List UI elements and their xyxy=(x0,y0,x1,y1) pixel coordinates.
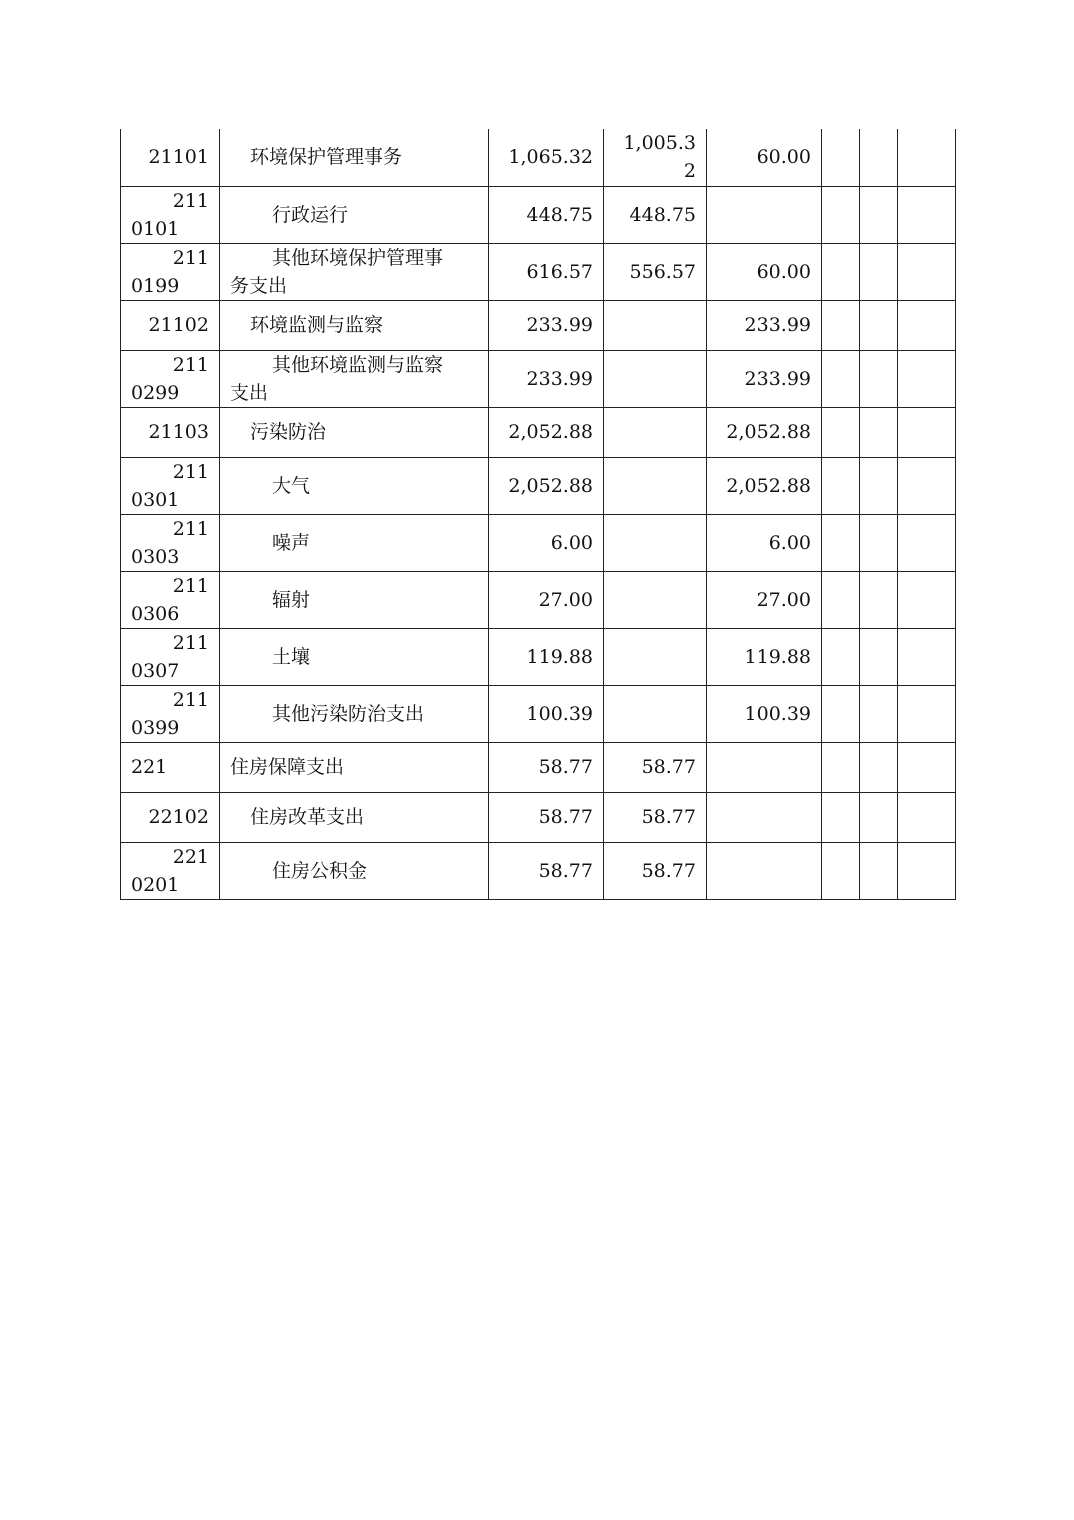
empty-cell xyxy=(898,129,956,186)
subject-name: 污染防治 xyxy=(220,407,489,457)
table-row xyxy=(121,186,956,243)
empty-cell xyxy=(898,742,956,792)
empty-cell xyxy=(898,685,956,742)
empty-cell xyxy=(898,243,956,300)
total-amount: 233.99 xyxy=(489,350,604,407)
subject-name: 其他环境监测与监察 支出 xyxy=(220,350,489,407)
empty-cell xyxy=(860,842,898,899)
table-row xyxy=(121,514,956,571)
empty-cell xyxy=(898,457,956,514)
empty-cell xyxy=(860,685,898,742)
empty-cell xyxy=(898,571,956,628)
empty-cell xyxy=(822,243,860,300)
table-row xyxy=(121,842,956,899)
basic-amount xyxy=(604,514,707,571)
project-amount xyxy=(707,186,822,243)
total-amount: 6.00 xyxy=(489,514,604,571)
total-amount: 58.77 xyxy=(489,742,604,792)
empty-cell xyxy=(860,300,898,350)
total-amount: 58.77 xyxy=(489,842,604,899)
table-row xyxy=(121,685,956,742)
basic-amount xyxy=(604,407,707,457)
basic-amount: 58.77 xyxy=(604,842,707,899)
table-row xyxy=(121,628,956,685)
project-amount: 60.00 xyxy=(707,129,822,186)
empty-cell xyxy=(822,742,860,792)
subject-code: 211 0101 xyxy=(121,186,220,243)
empty-cell xyxy=(860,514,898,571)
subject-name: 其他污染防治支出 xyxy=(220,685,489,742)
subject-code: 211 0306 xyxy=(121,571,220,628)
empty-cell xyxy=(822,186,860,243)
basic-amount: 58.77 xyxy=(604,792,707,842)
empty-cell xyxy=(822,685,860,742)
empty-cell xyxy=(860,628,898,685)
project-amount: 233.99 xyxy=(707,350,822,407)
empty-cell xyxy=(822,129,860,186)
table-row xyxy=(121,742,956,792)
basic-amount: 448.75 xyxy=(604,186,707,243)
total-amount: 58.77 xyxy=(489,792,604,842)
subject-name: 噪声 xyxy=(220,514,489,571)
empty-cell xyxy=(822,628,860,685)
table-row xyxy=(121,571,956,628)
empty-cell xyxy=(860,243,898,300)
basic-amount: 58.77 xyxy=(604,742,707,792)
empty-cell xyxy=(898,514,956,571)
project-amount: 233.99 xyxy=(707,300,822,350)
empty-cell xyxy=(898,628,956,685)
subject-name: 住房改革支出 xyxy=(220,792,489,842)
empty-cell xyxy=(898,407,956,457)
table-row xyxy=(121,457,956,514)
subject-name: 辐射 xyxy=(220,571,489,628)
total-amount: 1,065.32 xyxy=(489,129,604,186)
empty-cell xyxy=(860,186,898,243)
total-amount: 2,052.88 xyxy=(489,407,604,457)
basic-amount: 556.57 xyxy=(604,243,707,300)
empty-cell xyxy=(822,571,860,628)
empty-cell xyxy=(898,792,956,842)
subject-code: 211 0199 xyxy=(121,243,220,300)
subject-name: 环境监测与监察 xyxy=(220,300,489,350)
project-amount: 2,052.88 xyxy=(707,457,822,514)
basic-amount xyxy=(604,457,707,514)
empty-cell xyxy=(822,514,860,571)
subject-code: 211 0307 xyxy=(121,628,220,685)
empty-cell xyxy=(822,350,860,407)
project-amount xyxy=(707,842,822,899)
table-row xyxy=(121,350,956,407)
empty-cell xyxy=(822,842,860,899)
budget-table xyxy=(120,129,956,900)
empty-cell xyxy=(860,350,898,407)
subject-name: 其他环境保护管理事 务支出 xyxy=(220,243,489,300)
empty-cell xyxy=(822,300,860,350)
total-amount: 119.88 xyxy=(489,628,604,685)
basic-amount xyxy=(604,685,707,742)
basic-amount xyxy=(604,571,707,628)
table-row xyxy=(121,243,956,300)
empty-cell xyxy=(860,571,898,628)
subject-name: 住房公积金 xyxy=(220,842,489,899)
subject-code: 22102 xyxy=(121,792,220,842)
subject-name: 行政运行 xyxy=(220,186,489,243)
basic-amount xyxy=(604,300,707,350)
total-amount: 100.39 xyxy=(489,685,604,742)
subject-code: 21102 xyxy=(121,300,220,350)
subject-name: 大气 xyxy=(220,457,489,514)
subject-code: 21101 xyxy=(121,129,220,186)
subject-code: 211 0299 xyxy=(121,350,220,407)
project-amount: 119.88 xyxy=(707,628,822,685)
subject-code: 221 xyxy=(121,742,220,792)
total-amount: 233.99 xyxy=(489,300,604,350)
project-amount: 100.39 xyxy=(707,685,822,742)
empty-cell xyxy=(898,300,956,350)
empty-cell xyxy=(860,457,898,514)
project-amount: 27.00 xyxy=(707,571,822,628)
total-amount: 2,052.88 xyxy=(489,457,604,514)
subject-name: 环境保护管理事务 xyxy=(220,129,489,186)
subject-code: 211 0303 xyxy=(121,514,220,571)
subject-code: 211 0399 xyxy=(121,685,220,742)
total-amount: 448.75 xyxy=(489,186,604,243)
basic-amount xyxy=(604,350,707,407)
project-amount xyxy=(707,742,822,792)
empty-cell xyxy=(860,129,898,186)
subject-code: 221 0201 xyxy=(121,842,220,899)
subject-name: 住房保障支出 xyxy=(220,742,489,792)
basic-amount: 1,005.3 2 xyxy=(604,129,707,186)
empty-cell xyxy=(822,457,860,514)
empty-cell xyxy=(898,186,956,243)
project-amount: 6.00 xyxy=(707,514,822,571)
basic-amount xyxy=(604,628,707,685)
project-amount: 60.00 xyxy=(707,243,822,300)
empty-cell xyxy=(898,842,956,899)
subject-code: 21103 xyxy=(121,407,220,457)
project-amount: 2,052.88 xyxy=(707,407,822,457)
empty-cell xyxy=(860,407,898,457)
table-row xyxy=(121,300,956,350)
subject-code: 211 0301 xyxy=(121,457,220,514)
total-amount: 616.57 xyxy=(489,243,604,300)
total-amount: 27.00 xyxy=(489,571,604,628)
project-amount xyxy=(707,792,822,842)
empty-cell xyxy=(860,742,898,792)
empty-cell xyxy=(822,407,860,457)
empty-cell xyxy=(860,792,898,842)
table-row xyxy=(121,792,956,842)
table-row xyxy=(121,407,956,457)
subject-name: 土壤 xyxy=(220,628,489,685)
empty-cell xyxy=(822,792,860,842)
empty-cell xyxy=(898,350,956,407)
table-row xyxy=(121,129,956,186)
